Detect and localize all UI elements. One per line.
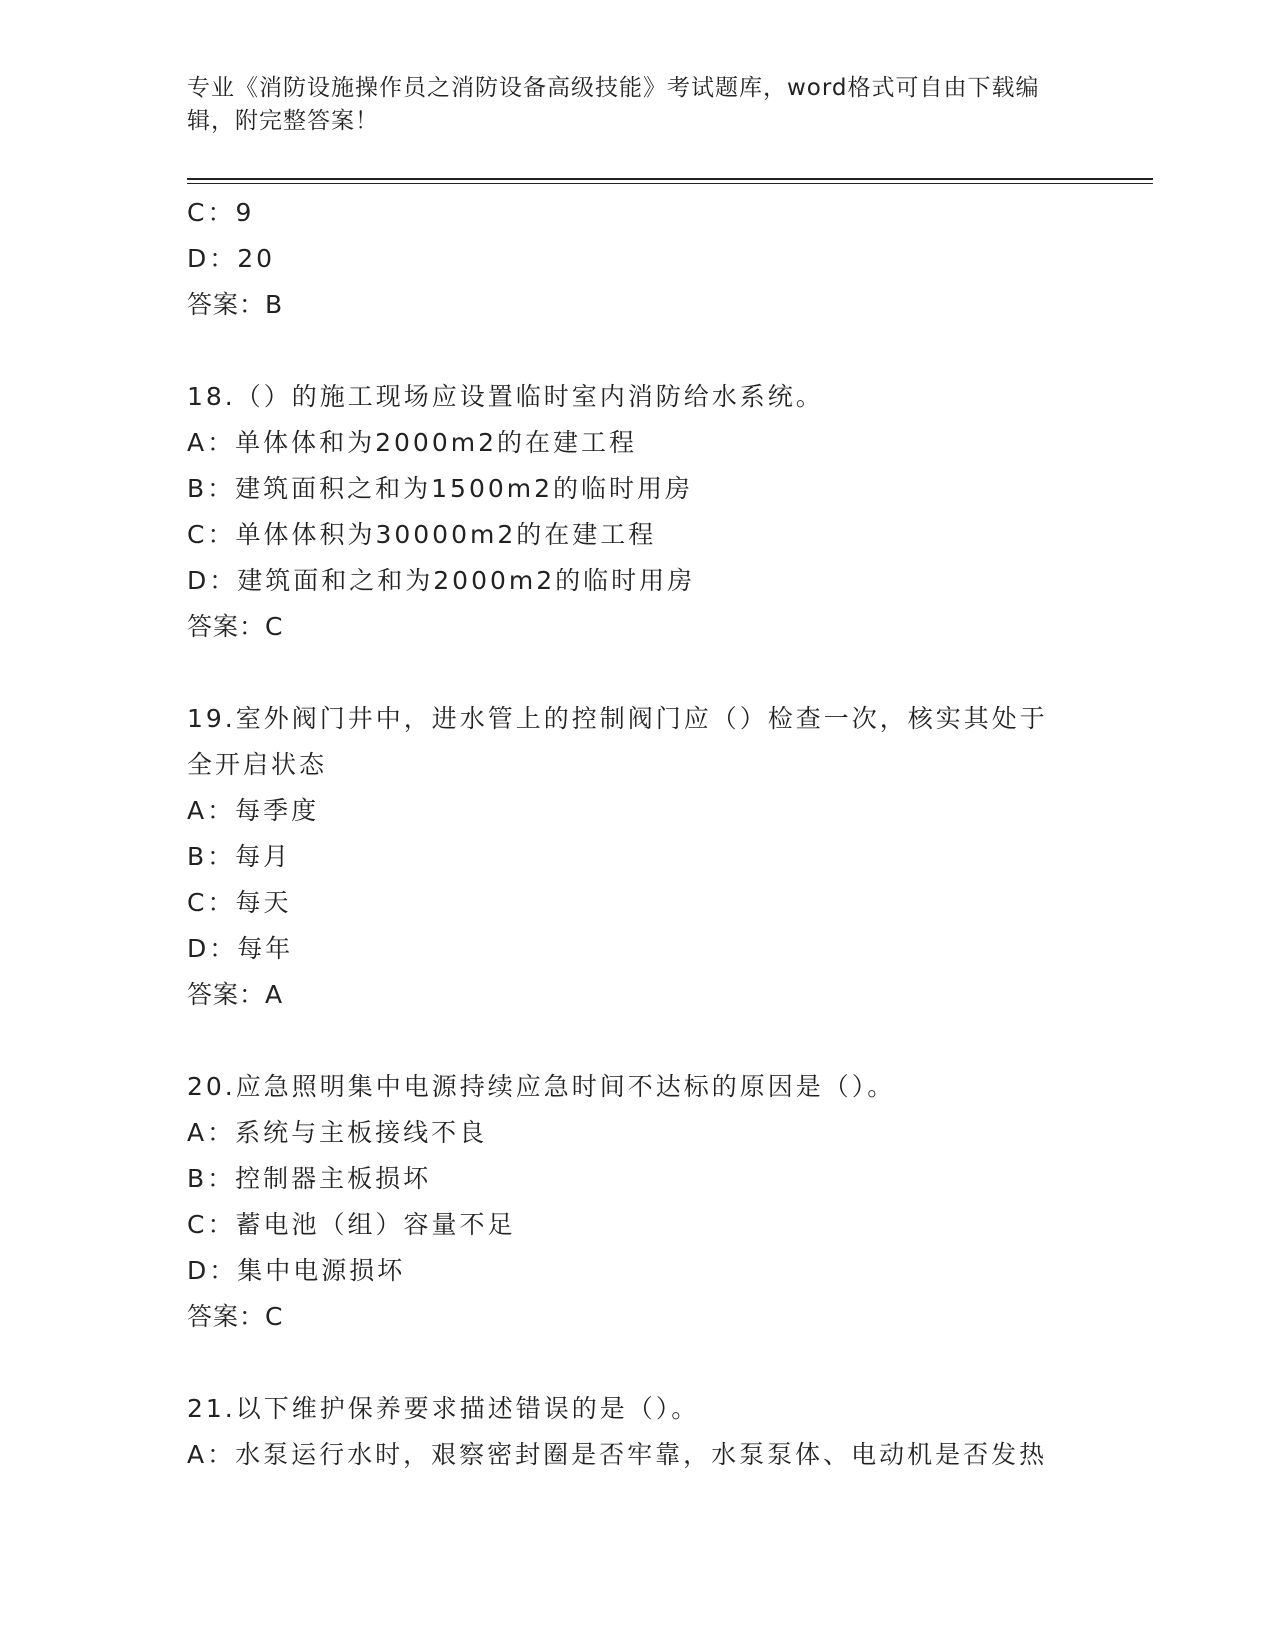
option-c: C：每天 xyxy=(187,888,292,917)
option-a: A：每季度 xyxy=(187,796,320,825)
document-header: 专业《消防设施操作员之消防设备高级技能》考试题库，word格式可自由下载编辑，附完整答案！ xyxy=(187,75,1040,134)
answer-line: 答案：B xyxy=(187,290,284,319)
header-divider-thick xyxy=(187,178,1153,180)
option-d: D：集中电源损坏 xyxy=(187,1256,406,1285)
option-b: B：控制器主板损坏 xyxy=(187,1164,432,1193)
spacer xyxy=(187,650,1087,696)
header-divider-thin xyxy=(187,183,1153,184)
spacer xyxy=(187,328,1087,374)
answer-line: 答案：A xyxy=(187,980,284,1009)
question-list xyxy=(187,190,1087,1478)
question-stem-line-1: 19.室外阀门井中，进水管上的控制阀门应（）检查一次，核实其处于 xyxy=(187,704,1048,733)
question-21 xyxy=(187,1386,1087,1478)
spacer xyxy=(187,1340,1087,1386)
question-18 xyxy=(187,374,1087,650)
option-a: A：单体体和为2000m2的在建工程 xyxy=(187,428,637,457)
question-stem-line-2: 全开启状态 xyxy=(187,750,328,779)
question-20 xyxy=(187,1064,1087,1340)
option-a: A：水泵运行水时，艰察密封圈是否牢靠，水泵泵体、电动机是否发热 xyxy=(187,1440,1048,1469)
option-c: C：蓄电池（组）容量不足 xyxy=(187,1210,516,1239)
answer-line: 答案：C xyxy=(187,612,284,641)
question-stem: 20.应急照明集中电源持续应急时间不达标的原因是（）。 xyxy=(187,1072,896,1101)
question-19 xyxy=(187,696,1087,1018)
option-d: D：每年 xyxy=(187,934,294,963)
option-d: D：20 xyxy=(187,244,276,273)
option-a: A：系统与主板接线不良 xyxy=(187,1118,488,1147)
option-c: C：9 xyxy=(187,198,255,227)
spacer xyxy=(187,1018,1087,1064)
answer-line: 答案：C xyxy=(187,1302,284,1331)
option-b: B：建筑面积之和为1500m2的临时用房 xyxy=(187,474,694,503)
option-d: D：建筑面和之和为2000m2的临时用房 xyxy=(187,566,696,595)
question-17-tail xyxy=(187,190,1087,328)
option-c: C：单体体积为30000m2的在建工程 xyxy=(187,520,657,549)
question-stem: 18.（）的施工现场应设置临时室内消防给水系统。 xyxy=(187,382,824,411)
option-b: B：每月 xyxy=(187,842,292,871)
question-stem: 21.以下维护保养要求描述错误的是（）。 xyxy=(187,1394,700,1423)
